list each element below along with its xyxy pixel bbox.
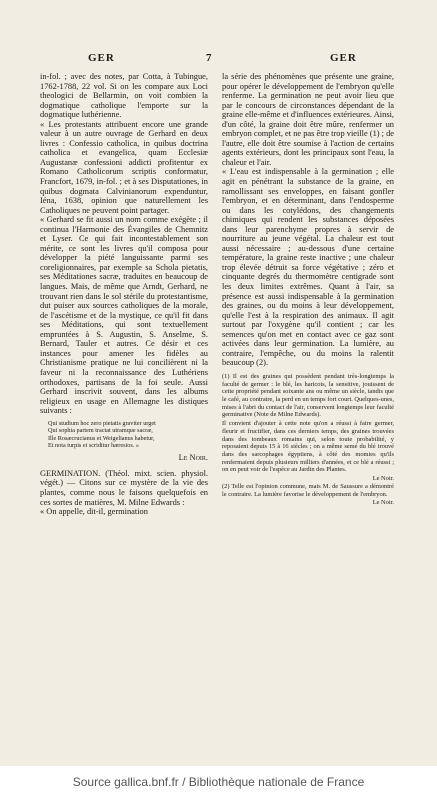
entry-quote-start: « On appelle, dit-il, germination: [40, 507, 148, 517]
footnote-2: (2) Telle est l'opinion commune, mais M. de Saussure a démontré le contraire. La lumière favorise le développement de l'embryon.: [222, 482, 394, 498]
entry-germination: GERMINATION. (Théol. mixt. scien. physiol. végét.) — Citons sur ce mystère de la vie des plantes, comme nous le faisons quelquefois en ces sortes de matières, M. Milne Edwards :: [40, 468, 208, 507]
source-footer: Source gallica.bnf.fr / Bibliothèque nationale de France: [0, 766, 437, 798]
header-right-word: GER: [330, 52, 357, 64]
right-paragraph-2: « L'eau est indispensable à la germination ; elle agit en pénétrant la substance de la graine, en ramollissant ses enveloppes, en faisant gonfler l'embryon, et en déterminant, dans l'endosperme ou dans les cotylédons, des changements chimiques qui rendent les substances déposées dans leur parenchyme propres à servir de nourriture au jeune végétal. La chaleur est tout aussi nécessaire ; au-dessous d'une certaine température, la graine reste inactive ; une chaleur trop élevée détruit sa force végétative ; zéro et cinquante degrés du thermomètre centigrade sont les deux limites extrêmes. Quant à l'air, sa présence est aussi indispensable à la germination des graines, ou du moins à leur développement, qu'elle l'est à la respiration des animaux. Il agit surtout par l'oxygène qu'il contient ; car les semences qu'on met en contact avec ce gaz sont activées dans leur germination. La lumière, au contraire, l'empêche, ou du moins la ralentit beaucoup (2).: [222, 167, 394, 368]
author-signature: Le Noir.: [178, 453, 208, 463]
right-paragraph-1: la série des phénomènes que présente une graine, pour opérer le développement de l'embryon qu'elle renferme. La germination ne peut avoir lieu que par le concours de circonstances dépendant de la graine elle-même et d'influences extérieures. Ainsi, d'un côté, la graine doit être mûre, renfermer un embryon complet, et ne pas être trop vieille (1) ; de l'autre, elle doit être soumise à l'action de certains agents extérieurs, dont les principaux sont l'eau, la chaleur et l'air.: [222, 72, 394, 167]
verse-line: Ille Rosæcrucianus et Weigelianus habetur,: [48, 434, 155, 442]
left-paragraph-2: « Les protestants attribuent encore une grande valeur à un autre ouvrage de Gerhard en deux livres : Confessio catholica, in quibus doctrina catholica et evangelica, quam Ecclesiæ Augustanæ confessioni addicti profitentur ex Romano Catholicorum scriptis conformatur, Francfort, 1679, in-fol. ; et à ses Disputationes, in quibus dogmata Calvinianorum expenduntur, Iéna, 1638, opinion que naturellement les Catholiques ne peuvent point partager.: [40, 119, 208, 215]
left-paragraph-3: « Gerhard se fit aussi un nom comme exégète ; il continua l'Harmonie des Évangiles de Chemnitz et Lyser. Ce qui fait incontestablement son mérite, ce sont les livres qu'il composa pour développer la piété languissante parmi ses coreligionnaires, par exemple sa Schola pietatis, ses Méditationes sacræ, traduites en beaucoup de langues. Mais, de même que Arndt, Gerhard, ne trouvant rien dans le sol stérile du protestantisme, dut puiser aux sources catholiques de la morale, de l'ascétisme et de la mystique, ce qu'il fit dans ses Méditations, qui sont textuellement empruntées à S. Augustin, S. Anselme, S. Bernard, Tauler et autres. Ce désir et ces instances pour amener les fidèles au Christianisme pratique ne lui concilièrent ni la faveur ni la reconnaissance des Luthériens orthodoxes, partisans de la foi seule. Aussi Gerhard inscrivit souvent, dans les albums religieux en usage en Allemagne les distiques suivants :: [40, 215, 208, 416]
footnote-signature: Le Noir.: [372, 499, 394, 507]
left-paragraph-1: in-fol. ; avec des notes, par Cotta, à Tubingue, 1762-1788, 22 vol. Si on les compare aux Loci theologici de Bellarmin, on voit combien la dogmatique catholique l'emporte sur la dogmatique luthérienne.: [40, 72, 208, 120]
latin-verse: [48, 420, 208, 450]
footnote-1-addendum: Il convient d'ajouter à cette note qu'on a réussi à faire germer, fleurir et fructifier, dans ces derniers temps, des graines trouvées dans des tombeaux romains qui, selon toute probabilité, y reposaient depuis 15 à 16 siècles ; on a même semé du blé trouvé dans des sarcophages égyptiens, à côté des momies qu'ils renfermaient depuis plusieurs milliers d'années, et ce blé a réussi ; on en peut voir de l'espèce au Jardin des Plantes.: [222, 420, 394, 474]
verse-line: Et nota turpis ei scriditur hæresios. »: [48, 441, 139, 449]
page-number: 7: [206, 52, 212, 64]
header-left-word: GER: [88, 52, 115, 64]
verse-line: Qui studium hoc zero pietatis graviter urget: [48, 419, 156, 427]
running-header: [0, 52, 437, 66]
footnote-1: (1) Il est des graines qui possèdent pendant très-longtemps la faculté de germer : le blé, les haricots, la sensitive, jouissent de cette propriété pendant soixante ans ou même un siècle, tandis que le café, au contraire, la perd en un temps fort court. Quelques-unes, mises à l'abri du contact de l'air, conservent longtemps leur faculté germinative (Note de Milne Edwards).: [222, 372, 394, 419]
right-column: [222, 72, 394, 507]
footnote-signature: Le Noir.: [372, 475, 394, 483]
left-column: [40, 72, 208, 517]
verse-line: Qui sophia partem tractat utramque sacræ,: [48, 427, 153, 435]
footnotes: [222, 373, 394, 507]
